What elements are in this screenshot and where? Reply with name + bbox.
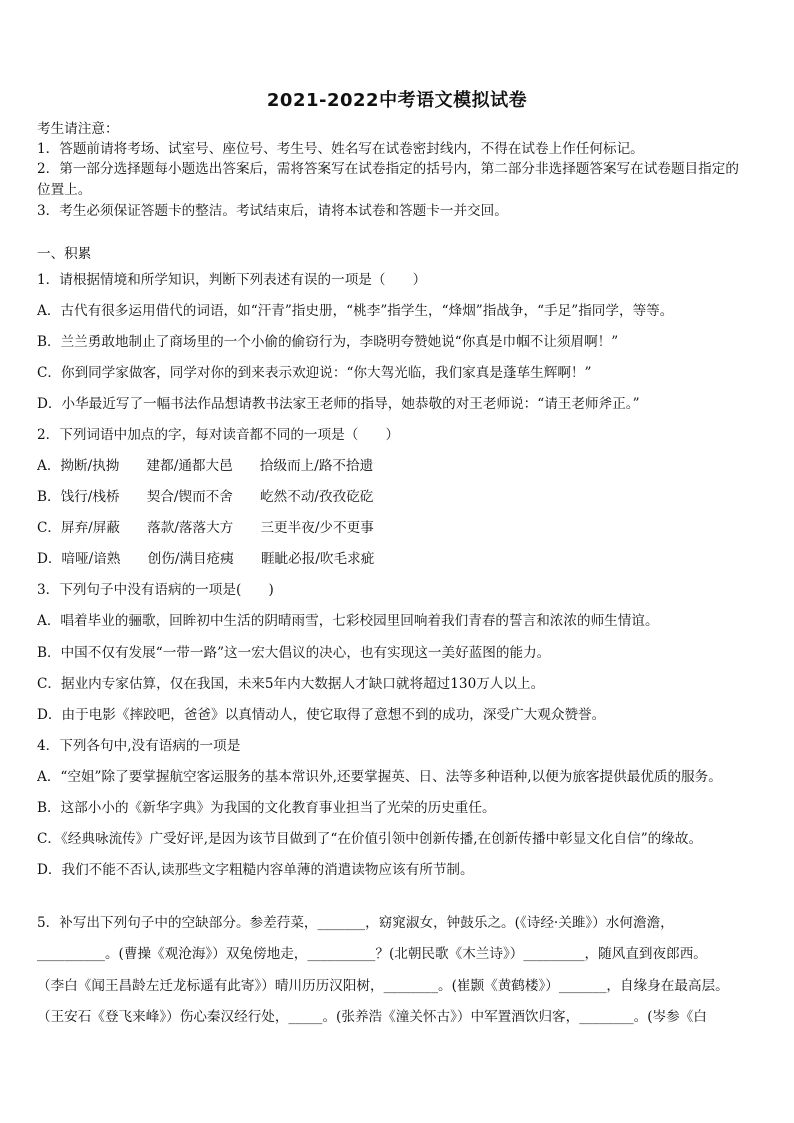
question-line: 4．下列各句中,没有语病的一项是 <box>37 738 241 754</box>
notice-item: 位置上。 <box>37 182 92 198</box>
question-line: D．小华最近写了一幅书法作品想请教书法家王老师的指导，她恭敬的对王老师说：“请王老师斧正。” <box>37 396 640 412</box>
question-line: 5．补写出下列句子中的空缺部分。参差荇菜，_______，窈窕淑女，钟鼓乐之。(《诗经·关雎》）水何澹澹， <box>37 915 674 931</box>
question-line: A．“空姐”除了要掌握航空客运服务的基本常识外,还要掌握英、日、法等多种语种,以便为旅客提供最优质的服务。 <box>37 769 722 785</box>
question-line: C．你到同学家做客，同学对你的到来表示欢迎说：“你大驾光临，我们家真是蓬荜生辉啊！” <box>37 365 592 381</box>
question-line: C．屏弃/屏蔽 落款/落落大方 三更半夜/少不更事 <box>37 520 374 536</box>
notice-item: 3．考生必须保证答题卡的整洁。考试结束后，请将本试卷和答题卡一并交回。 <box>37 203 508 219</box>
question-line: A．拗断/执拗 建都/通都大邑 拾级而上/路不拾遗 <box>37 458 374 474</box>
question-line: B．这部小小的《新华字典》为我国的文化教育事业担当了光荣的历史重任。 <box>37 800 496 816</box>
question-line: （王安石《登飞来峰》）伤心秦汉经行处，_____。(张养浩《潼关怀古》）中军置酒饮归客，________。(岑参《白 <box>37 1009 707 1025</box>
exam-title: 2021-2022中考语文模拟试卷 <box>266 90 528 111</box>
question-line: （李白《闻王昌龄左迁龙标遥有此寄》）晴川历历汉阳树，________。(崔颢《黄鹤楼》）_______，自缘身在最高层。 <box>37 978 729 994</box>
question-line: B．中国不仅有发展“一带一路”这一宏大倡议的决心，也有实现这一美好蓝图的能力。 <box>37 645 551 661</box>
question-line: A．唱着毕业的骊歌，回眸初中生活的阴晴雨雪，七彩校园里回响着我们青春的誓言和浓浓的师生情谊。 <box>37 613 659 629</box>
question-line: D．由于电影《摔跤吧，爸爸》以真情动人，使它取得了意想不到的成功，深受广大观众赞誉。 <box>37 707 606 723</box>
question-line: D．喑哑/谙熟 创伤/满目疮痍 睚眦必报/吹毛求疵 <box>37 551 375 567</box>
question-line: D．我们不能不否认,读那些文字粗糙内容单薄的消遣读物应该有所节制。 <box>37 862 474 878</box>
question-line: A．古代有很多运用借代的词语，如“汗青”指史册，“桃李”指学生，“烽烟”指战争，“手足”指同学，等等。 <box>37 303 674 319</box>
notice-heading: 考生请注意： <box>37 121 119 137</box>
question-line: B．饯行/栈桥 契合/锲而不舍 屹然不动/孜孜矻矻 <box>37 489 374 505</box>
notice-item: 1．答题前请将考场、试室号、座位号、考生号、姓名写在试卷密封线内，不得在试卷上作任何标记。 <box>37 141 644 157</box>
question-line: B．兰兰勇敢地制止了商场里的一个小偷的偷窃行为，李晓明夸赞她说“你真是巾帼不让须眉啊！” <box>37 334 619 350</box>
notice-item: 2．第一部分选择题每小题选出答案后，需将答案写在试卷指定的括号内，第二部分非选择题答案写在试卷题目指定的 <box>37 161 739 177</box>
question-line: 1．请根据情境和所学知识，判断下列表述有误的一项是（ ） <box>37 272 427 288</box>
question-line: C．据业内专家估算，仅在我国，未来5年内大数据人才缺口就将超过130万人以上。 <box>37 676 545 692</box>
section-title: 一、积累 <box>37 246 92 262</box>
question-line: __________。(曹操《观沧海》）双兔傍地走，__________？(北朝民歌《木兰诗》）_________，随风直到夜郎西。 <box>37 946 707 962</box>
question-line: 3．下列句子中没有语病的一项是( ) <box>37 582 274 598</box>
question-line: 2．下列词语中加点的字，每对读音都不同的一项是（ ） <box>37 427 400 443</box>
question-line: C．《经典咏流传》广受好评,是因为该节目做到了“在价值引领中创新传播,在创新传播中彰显文化自信”的缘故。 <box>37 831 703 847</box>
